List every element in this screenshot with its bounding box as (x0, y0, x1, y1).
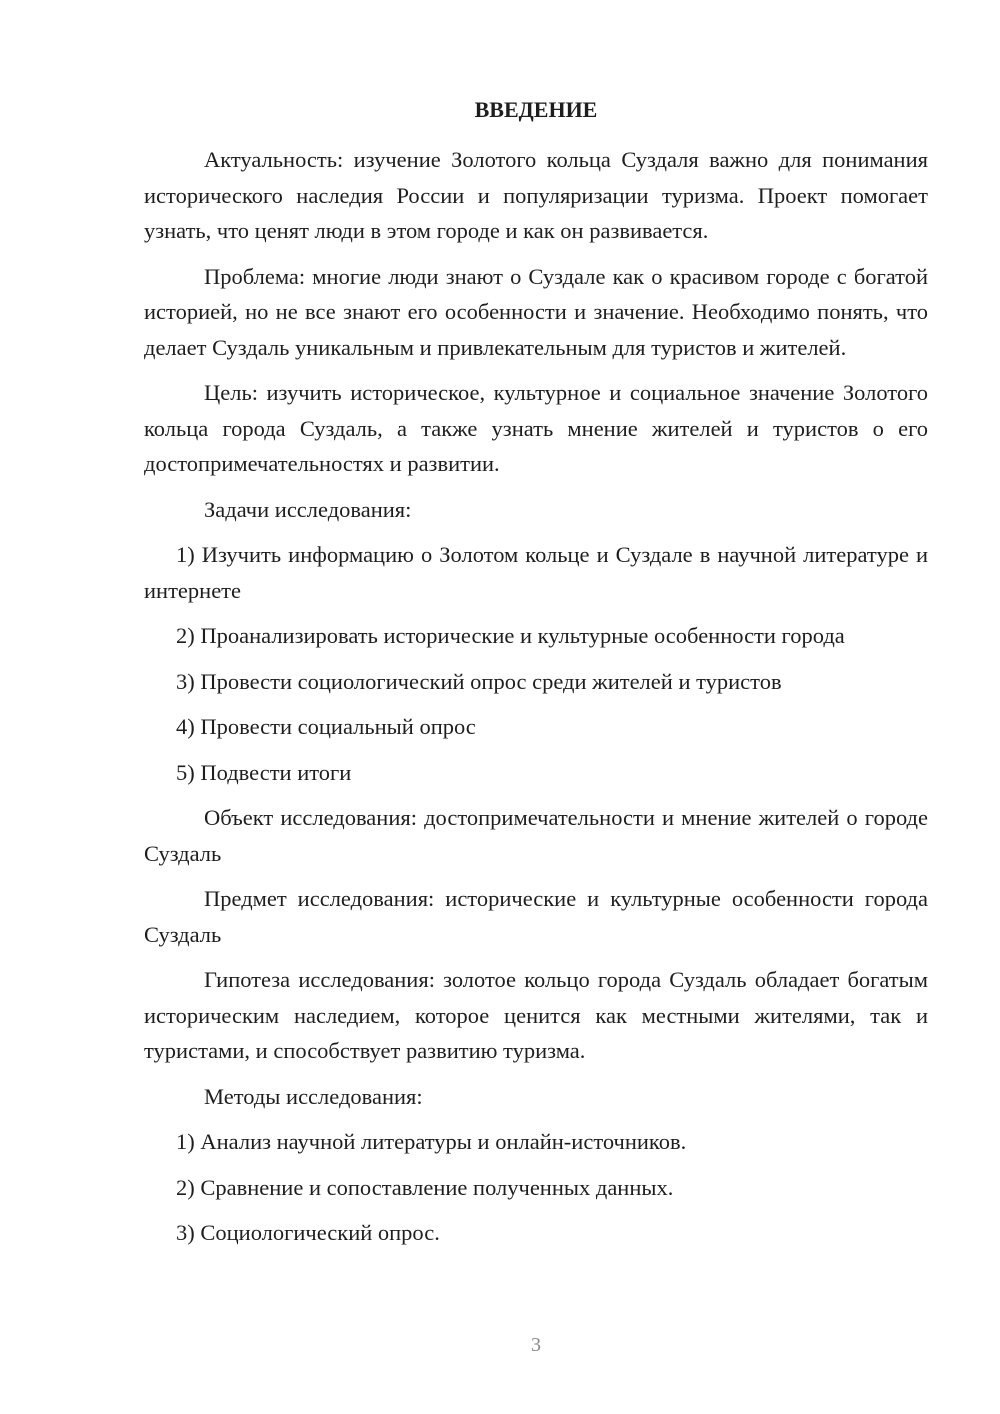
page-number: 3 (531, 1334, 541, 1356)
hypothesis-paragraph: Гипотеза исследования: золотое кольцо города Суздаль обладает богатым историческим наследием, которое ценится как местными жителями, так и туристами, и способствует развитию туризма. (144, 967, 928, 1063)
goal-paragraph: Цель: изучить историческое, культурное и социальное значение Золотого кольца города Суздаль, а также узнать мнение жителей и туристов о его достопримечательностях и развитии. (144, 380, 928, 476)
task-item: 1) Изучить информацию о Золотом кольце и Суздале в научной литературе и интернете (144, 542, 928, 603)
method-item: 2) Сравнение и сопоставление полученных данных. (176, 1174, 674, 1200)
methods-heading: Методы исследования: (204, 1083, 423, 1109)
tasks-heading: Задачи исследования: (204, 496, 412, 522)
task-item: 4) Провести социальный опрос (176, 714, 476, 739)
task-item: 3) Провести социологический опрос среди жителей и туристов (176, 668, 782, 694)
section-title: ВВЕДЕНИЕ (474, 97, 598, 122)
method-item: 3) Социологический опрос. (176, 1220, 440, 1245)
problem-paragraph: Проблема: многие люди знают о Суздале как о красивом городе с богатой историей, но не все знают его особенности и значение. Необходимо понять, что делает Суздаль уникальным и привлекательным для туристов и жителей. (144, 263, 928, 360)
subject-paragraph: Предмет исследования: исторические и культурные особенности города Суздаль (144, 886, 928, 947)
document-body (144, 142, 928, 1261)
task-item: 2) Проанализировать исторические и культурные особенности города (176, 623, 845, 648)
relevance-paragraph: Актуальность: изучение Золотого кольца Суздаля важно для понимания исторического наследия России и популяризации туризма. Проект помогает узнать, что ценят люди в этом городе и как он развивается. (144, 147, 928, 243)
method-item: 1) Анализ научной литературы и онлайн-источников. (176, 1129, 687, 1154)
object-paragraph: Объект исследования: достопримечательности и мнение жителей о городе Суздаль (144, 805, 928, 866)
task-item: 5) Подвести итоги (176, 759, 352, 785)
